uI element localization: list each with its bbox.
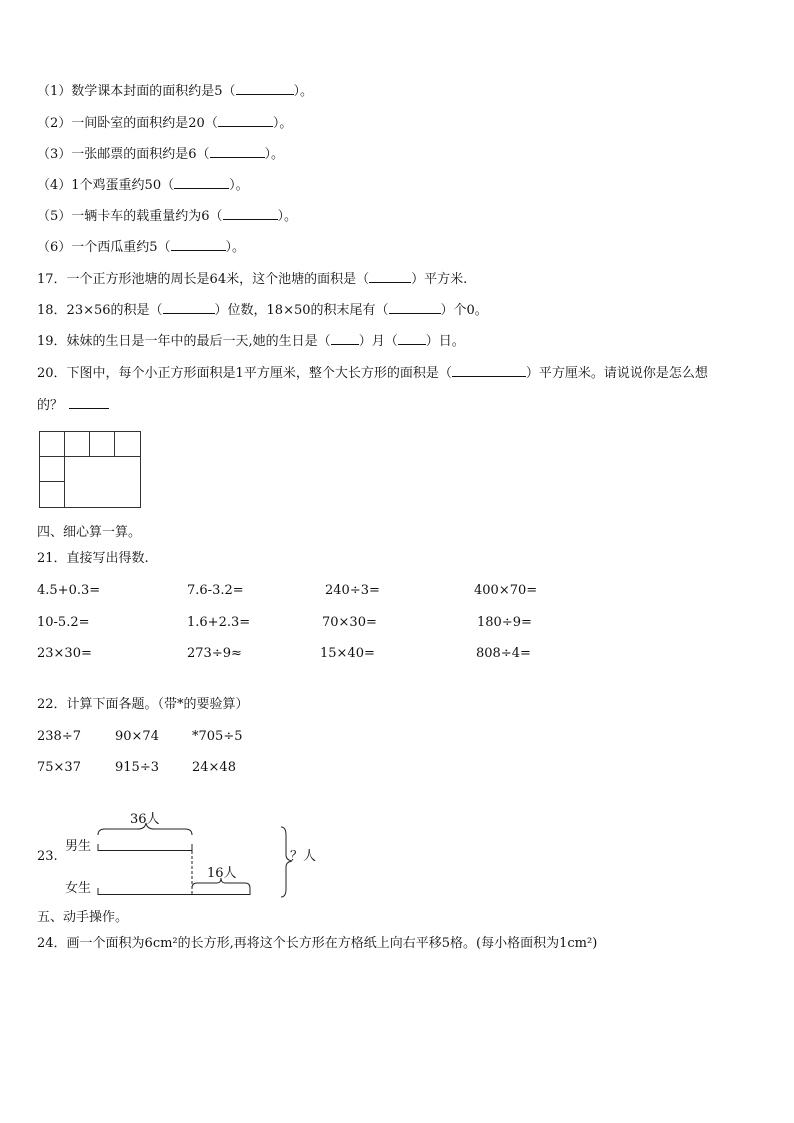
calc-item: 23×30= <box>37 646 92 661</box>
calc-item: 24×48 <box>192 760 236 775</box>
unit-item-5 <box>37 207 297 225</box>
answer-blank[interactable] <box>174 176 229 189</box>
question-text: ）个0。 <box>440 303 488 318</box>
question-text: 20．下图中，每个小正方形面积是1平方厘米，整个大长方形的面积是（ <box>37 366 452 381</box>
question-20 <box>37 364 708 382</box>
answer-blank[interactable] <box>69 396 109 409</box>
unit-item-4 <box>37 176 249 194</box>
calc-item: 75×37 <box>37 760 81 775</box>
calc-item: 70×30= <box>322 615 377 630</box>
boys-brace <box>98 823 192 835</box>
unit-item-text: ）。 <box>272 116 293 131</box>
unit-item-text: ）。 <box>229 178 249 193</box>
boys-count-label: 36人 <box>130 812 160 827</box>
question-22-title: 22．计算下面各题。（带*的要验算） <box>37 697 249 712</box>
total-label: ？人 <box>290 849 317 864</box>
unit-item-text: （4）1个鸡蛋重约50（ <box>37 178 175 193</box>
answer-blank[interactable] <box>331 332 359 345</box>
calc-item: *705÷5 <box>192 729 243 744</box>
calc-item: 180÷9= <box>477 615 532 630</box>
unit-item-text: ）。 <box>293 84 314 99</box>
calc-item: 915÷3 <box>115 760 159 775</box>
question-text: 的？ <box>37 398 64 413</box>
unit-item-text: （2）一间卧室的面积约是20（ <box>37 116 218 131</box>
unit-item-text: （6）一个西瓜重约5（ <box>37 240 171 255</box>
calc-item: 7.6-3.2= <box>187 583 244 598</box>
question-text: 18．23×56的积是（ <box>37 303 163 318</box>
answer-blank[interactable] <box>452 364 526 377</box>
calc-item: 10-5.2= <box>37 615 90 630</box>
question-18 <box>37 301 488 319</box>
question-17 <box>37 270 467 288</box>
difference-label: 16人 <box>207 866 237 881</box>
question-24: 24．画一个面积为6cm²的长方形,再将这个长方形在方格纸上向右平移5格。(每小格面积为1cm²) <box>37 936 598 951</box>
unit-item-text: （3）一张邮票的面积约是6（ <box>37 147 210 162</box>
calc-item: 240÷3= <box>325 583 380 598</box>
question-text: 17．一个正方形池塘的周长是64米，这个池塘的面积是（ <box>37 272 370 287</box>
unit-item-3 <box>37 145 284 163</box>
question-text: ）位数，18×50的积末尾有（ <box>214 303 389 318</box>
question-text: ）月（ <box>358 334 398 349</box>
question-text: ）平方厘米。请说说你是怎么想 <box>525 366 708 381</box>
unit-item-text: ）。 <box>277 209 298 224</box>
question-text: 19．妹妹的生日是一年中的最后一天,她的生日是（ <box>37 334 331 349</box>
unit-item-1 <box>37 82 313 100</box>
calc-item: 4.5+0.3= <box>37 583 101 598</box>
unit-item-text: ）。 <box>264 147 285 162</box>
answer-blank[interactable] <box>398 332 426 345</box>
answer-blank[interactable] <box>389 301 441 314</box>
answer-blank[interactable] <box>171 238 226 251</box>
calc-item: 238÷7 <box>37 729 81 744</box>
question-21-title: 21．直接写出得数. <box>37 551 149 566</box>
question-19 <box>37 332 465 350</box>
calc-item: 808÷4= <box>476 646 531 661</box>
grid-figure <box>38 430 143 510</box>
boys-label: 男生 <box>65 839 92 854</box>
answer-blank[interactable] <box>369 270 411 283</box>
difference-brace <box>192 878 250 888</box>
calc-item: 90×74 <box>115 729 159 744</box>
unit-item-text: （1）数学课本封面的面积约是5（ <box>37 84 236 99</box>
answer-blank[interactable] <box>210 145 265 158</box>
unit-item-text: ）。 <box>225 240 246 255</box>
question-text: ）平方米. <box>411 272 468 287</box>
question-text: ）日。 <box>425 334 465 349</box>
calc-item: 400×70= <box>474 583 538 598</box>
calc-item: 1.6+2.3= <box>187 615 251 630</box>
answer-blank[interactable] <box>218 114 273 127</box>
unit-item-text: （5）一辆卡车的载重量约为6（ <box>37 209 223 224</box>
unit-item-6 <box>37 238 245 256</box>
segment-diagram <box>30 805 340 905</box>
answer-blank[interactable] <box>223 207 278 220</box>
calc-item: 15×40= <box>320 646 375 661</box>
question-23-number: 23. <box>37 849 58 864</box>
answer-blank[interactable] <box>163 301 215 314</box>
girls-label: 女生 <box>65 881 92 896</box>
section-5-heading: 五、动手操作。 <box>37 910 129 925</box>
answer-blank[interactable] <box>236 82 294 95</box>
calc-item: 273÷9≈ <box>187 646 242 661</box>
unit-item-2 <box>37 114 292 132</box>
section-4-heading: 四、细心算一算。 <box>37 525 142 540</box>
question-20-cont <box>37 396 109 414</box>
